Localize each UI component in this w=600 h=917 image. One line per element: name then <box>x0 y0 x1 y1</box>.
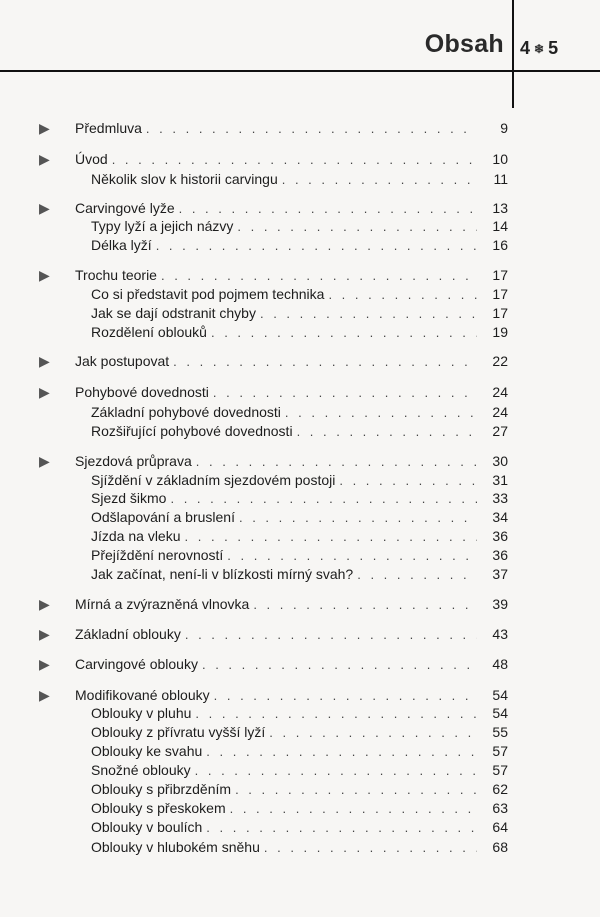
toc-page: 27 <box>478 421 508 441</box>
toc-title: Oblouky s přeskokem <box>91 800 226 816</box>
toc-entry[interactable] <box>0 624 600 644</box>
toc-subentry[interactable] <box>0 722 600 742</box>
toc-page: 62 <box>478 779 508 799</box>
page-number-left: 4 <box>520 38 531 58</box>
toc-page: 43 <box>478 624 508 644</box>
toc-page: 24 <box>478 402 508 422</box>
toc-entry[interactable] <box>0 654 600 674</box>
triangle-bullet-icon: ▶ <box>39 626 50 642</box>
toc-entry[interactable] <box>0 265 600 285</box>
toc-page: 55 <box>478 722 508 742</box>
toc-title: Jak postupovat <box>75 353 170 369</box>
toc-subentry[interactable] <box>0 741 600 761</box>
toc-title: Jak se dají odstranit chyby <box>91 305 256 321</box>
toc-page: 11 <box>478 169 508 189</box>
toc-title: Úvod <box>75 151 108 167</box>
toc-title: Sjezd šikmo <box>91 490 167 506</box>
toc-page: 63 <box>478 798 508 818</box>
toc-title: Carvingové oblouky <box>75 656 198 672</box>
toc-page: 19 <box>478 322 508 342</box>
toc-page: 37 <box>478 564 508 584</box>
triangle-bullet-icon: ▶ <box>39 200 50 216</box>
toc-entry[interactable] <box>0 118 600 138</box>
toc-title: Oblouky z přívratu vyšší lyží <box>91 724 266 740</box>
toc-entry[interactable] <box>0 685 600 705</box>
toc-title: Rozdělení oblouků <box>91 324 207 340</box>
toc-page: 68 <box>478 837 508 857</box>
triangle-bullet-icon: ▶ <box>39 267 50 283</box>
page-title: Obsah <box>424 30 504 58</box>
toc-page: 9 <box>478 118 508 138</box>
toc-page: 17 <box>478 284 508 304</box>
toc-page: 34 <box>478 507 508 527</box>
toc-page: 30 <box>478 451 508 471</box>
toc-subentry[interactable] <box>0 303 600 323</box>
toc-page: 22 <box>478 351 508 371</box>
toc-title: Délka lyží <box>91 237 152 253</box>
toc-subentry[interactable] <box>0 235 600 255</box>
triangle-bullet-icon: ▶ <box>39 656 50 672</box>
toc-title: Snožné oblouky <box>91 762 191 778</box>
triangle-bullet-icon: ▶ <box>39 596 50 612</box>
toc-entry[interactable] <box>0 382 600 402</box>
toc-page: 54 <box>478 685 508 705</box>
toc-subentry[interactable] <box>0 322 600 342</box>
toc-subentry[interactable] <box>0 507 600 527</box>
toc-page: 17 <box>478 265 508 285</box>
toc-subentry[interactable] <box>0 284 600 304</box>
toc-subentry[interactable] <box>0 837 600 857</box>
toc-page: 57 <box>478 760 508 780</box>
toc-title: Rozšiřující pohybové dovednosti <box>91 423 293 439</box>
triangle-bullet-icon: ▶ <box>39 687 50 703</box>
toc-page: 36 <box>478 526 508 546</box>
toc-page: 57 <box>478 741 508 761</box>
toc-title: Co si představit pod pojmem technika <box>91 286 325 302</box>
toc-title: Typy lyží a jejich názvy <box>91 218 234 234</box>
toc-page: 31 <box>478 470 508 490</box>
page-number-right: 5 <box>548 38 559 58</box>
toc-title: Pohybové dovednosti <box>75 384 209 400</box>
toc-page: 54 <box>478 703 508 723</box>
toc-title: Oblouky v boulích <box>91 819 203 835</box>
toc-subentry[interactable] <box>0 798 600 818</box>
toc-page: 39 <box>478 594 508 614</box>
toc-page: 48 <box>478 654 508 674</box>
toc-entry[interactable] <box>0 451 600 471</box>
toc-subentry[interactable] <box>0 470 600 490</box>
toc-title: Jak začínat, není-li v blízkosti mírný svah? <box>91 566 354 582</box>
toc-title: Oblouky ke svahu <box>91 743 203 759</box>
toc-page: 10 <box>478 149 508 169</box>
toc-entry[interactable] <box>0 594 600 614</box>
toc-title: Sjíždění v základním sjezdovém postoji <box>91 472 336 488</box>
toc-entry[interactable] <box>0 149 600 169</box>
toc-subentry[interactable] <box>0 402 600 422</box>
toc-subentry[interactable] <box>0 169 600 189</box>
toc-title: Odšlapování a bruslení <box>91 509 235 525</box>
toc-title: Základní oblouky <box>75 626 181 642</box>
toc-title: Sjezdová průprava <box>75 453 192 469</box>
toc-subentry[interactable] <box>0 216 600 236</box>
toc-entry[interactable] <box>0 198 600 218</box>
toc-subentry[interactable] <box>0 488 600 508</box>
toc-subentry[interactable] <box>0 817 600 837</box>
toc-page: 17 <box>478 303 508 323</box>
toc-page: 13 <box>478 198 508 218</box>
triangle-bullet-icon: ▶ <box>39 120 50 136</box>
toc-subentry[interactable] <box>0 779 600 799</box>
toc-title: Modifikované oblouky <box>75 687 210 703</box>
toc-page: 24 <box>478 382 508 402</box>
toc-subentry[interactable] <box>0 760 600 780</box>
toc-page: 36 <box>478 545 508 565</box>
toc-title: Několik slov k historii carvingu <box>91 171 278 187</box>
toc-title: Oblouky s přibrzděním <box>91 781 232 797</box>
toc-title: Základní pohybové dovednosti <box>91 404 281 420</box>
toc-page: 33 <box>478 488 508 508</box>
toc-subentry[interactable] <box>0 564 600 584</box>
toc-title: Předmluva <box>75 120 142 136</box>
toc-title: Přejíždění nerovností <box>91 547 224 563</box>
toc-title: Jízda na vleku <box>91 528 181 544</box>
toc-title: Carvingové lyže <box>75 200 175 216</box>
toc-subentry[interactable] <box>0 703 600 723</box>
triangle-bullet-icon: ▶ <box>39 384 50 400</box>
triangle-bullet-icon: ▶ <box>39 453 50 469</box>
toc-page: 16 <box>478 235 508 255</box>
ski-icon: ❄ <box>534 41 545 56</box>
toc-subentry[interactable] <box>0 421 600 441</box>
toc-subentry[interactable] <box>0 545 600 565</box>
toc-entry[interactable] <box>0 351 600 371</box>
toc-title: Oblouky v hlubokém sněhu <box>91 839 260 855</box>
toc-title: Mírná a zvýrazněná vlnovka <box>75 596 250 612</box>
toc-subentry[interactable] <box>0 526 600 546</box>
toc-title: Oblouky v pluhu <box>91 705 192 721</box>
triangle-bullet-icon: ▶ <box>39 353 50 369</box>
toc-title: Trochu teorie <box>75 267 157 283</box>
toc-page: 14 <box>478 216 508 236</box>
toc-page: 64 <box>478 817 508 837</box>
triangle-bullet-icon: ▶ <box>39 151 50 167</box>
